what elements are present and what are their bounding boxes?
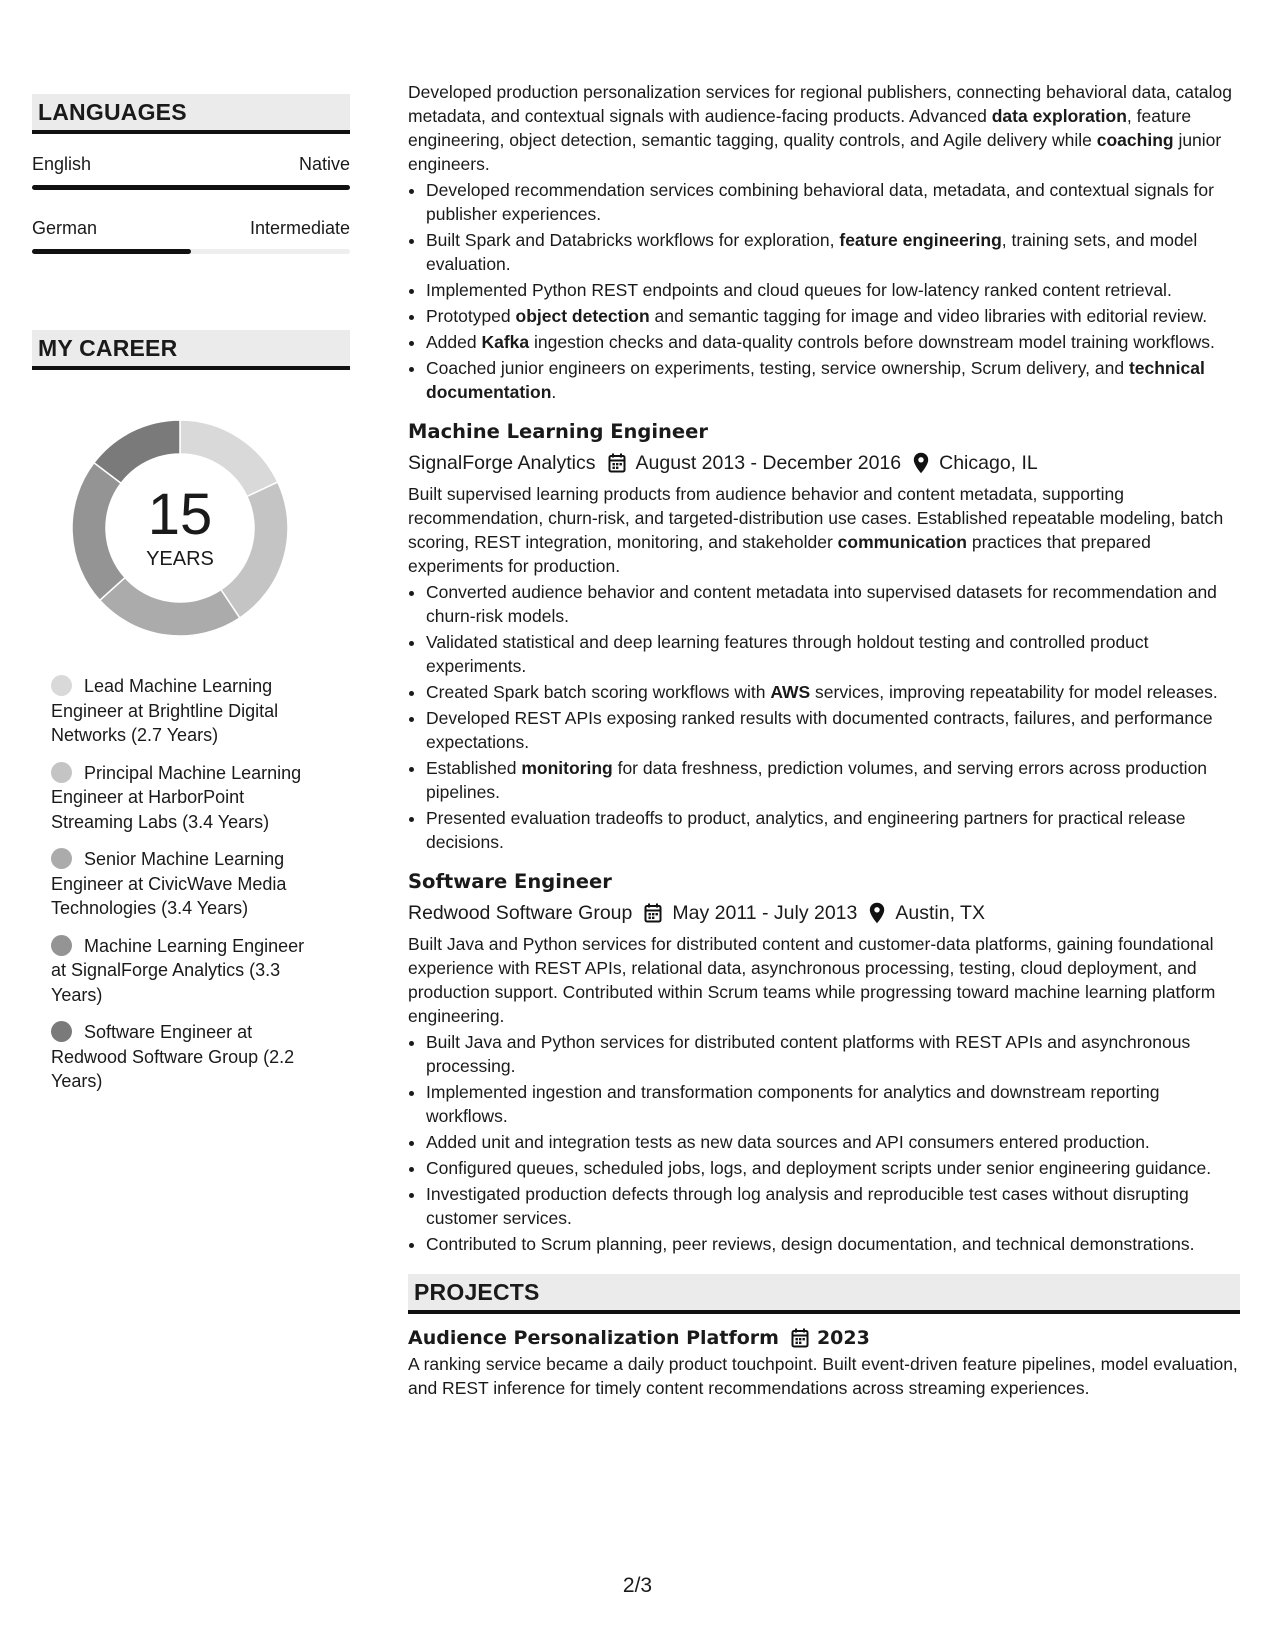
project-year: 2023 [816, 1327, 870, 1349]
bullet-item [426, 1130, 1240, 1154]
text-run: Built Java and Python services for distributed content platforms with REST APIs and asynchronous processing. [426, 1032, 1191, 1076]
text-run: Presented evaluation tradeoffs to product, analytics, and engineering partners for practical release decisions. [426, 808, 1186, 852]
text-run: Developed recommendation services combining behavioral data, metadata, and contextual signals for publisher experiences. [426, 180, 1214, 224]
bullet-item [426, 356, 1240, 404]
location-pin-icon [869, 902, 885, 924]
bullet-item [426, 680, 1240, 704]
bullet-item [426, 1156, 1240, 1180]
job-title: Software Engineer [408, 870, 612, 893]
projects-heading: PROJECTS [408, 1274, 1240, 1314]
language-proficiency-bar [32, 185, 350, 190]
text-run: and semantic tagging for image and video libraries with editorial review. [649, 306, 1208, 326]
emphasis-text: AWS [770, 682, 811, 702]
text-run: Developed production personalization services for regional publishers, connecting behavioral data, catalog metadata, and contextual signals with audience-facing products. Advanced [408, 82, 1232, 126]
bullet-item [426, 228, 1240, 276]
text-run: , feature engineering, object detection, semantic tagging, quality controls, and Agile delivery while [408, 106, 1192, 150]
career-donut-chart [66, 414, 294, 642]
text-run: Converted audience behavior and content metadata into supervised datasets for recommendation and churn-risk models. [426, 582, 1217, 626]
legend-dot-icon [51, 935, 72, 956]
languages-heading: LANGUAGES [32, 94, 350, 134]
text-run: Contributed to Scrum planning, peer reviews, design documentation, and technical demonstrations. [426, 1234, 1195, 1254]
main-content [408, 80, 1240, 1402]
language-entry [32, 154, 350, 190]
donut-center [66, 414, 294, 642]
text-run: Developed REST APIs exposing ranked results with documented contracts, failures, and performance expectations. [426, 708, 1213, 752]
emphasis-text: communication [837, 532, 967, 552]
project-title-row [408, 1324, 1240, 1352]
bullet-item [426, 756, 1240, 804]
job-meta [408, 448, 1240, 478]
company-name: SignalForge Analytics [408, 452, 596, 474]
bullet-item [426, 1080, 1240, 1128]
text-run: ingestion checks and data-quality controls before downstream model training workflows. [529, 332, 1215, 352]
emphasis-text: feature engineering [839, 230, 1002, 250]
job-summary [408, 80, 1240, 176]
job-summary [408, 932, 1240, 1028]
legend-dot-icon [51, 1021, 72, 1042]
text-run: Added [426, 332, 482, 352]
career-legend-item [51, 674, 321, 748]
project-description: A ranking service became a daily product touchpoint. Built event-driven feature pipelines, model evaluation, and REST inference for timely content recommendations across streaming experiences. [408, 1354, 1238, 1398]
bullet-item [426, 1030, 1240, 1078]
job-entry [408, 418, 1240, 854]
job-bullets [408, 1030, 1240, 1256]
language-proficiency-bar [32, 249, 350, 254]
job-title: Machine Learning Engineer [408, 420, 709, 443]
career-heading: MY CAREER [32, 330, 350, 370]
text-run: Implemented ingestion and transformation components for analytics and downstream reporting workflows. [426, 1082, 1160, 1126]
bullet-item [426, 278, 1240, 302]
career-legend-label: Lead Machine Learning Engineer at Brightline Digital Networks (2.7 Years) [51, 676, 279, 745]
bullet-item [426, 178, 1240, 226]
job-location: Austin, TX [895, 902, 985, 924]
text-run: . [551, 382, 557, 402]
language-level: Intermediate [249, 218, 350, 238]
bullet-item [426, 1232, 1240, 1256]
text-run: services, improving repeatability for model releases. [810, 682, 1218, 702]
career-legend-label: Senior Machine Learning Engineer at CivicWave Media Technologies (3.4 Years) [51, 849, 287, 918]
language-name: German [32, 218, 98, 238]
language-entry [32, 218, 350, 254]
text-run: Coached junior engineers on experiments, testing, service ownership, Scrum delivery, and [426, 358, 1129, 378]
legend-dot-icon [51, 848, 72, 869]
job-dates: May 2011 - July 2013 [672, 902, 858, 924]
career-legend-item [51, 761, 321, 835]
career-legend-item [51, 1020, 321, 1094]
total-years-value: 15 [147, 482, 213, 547]
project-entry [408, 1324, 1240, 1400]
legend-dot-icon [51, 675, 72, 696]
text-run: Created Spark batch scoring workflows with [426, 682, 771, 702]
text-run: Implemented Python REST endpoints and cloud queues for low-latency ranked content retrieval. [426, 280, 1172, 300]
language-name: English [32, 154, 92, 174]
emphasis-text: coaching [1096, 130, 1174, 150]
sidebar [32, 94, 350, 1107]
bullet-item [426, 806, 1240, 854]
bullet-item [426, 630, 1240, 678]
calendar-icon [644, 903, 662, 923]
calendar-icon [608, 453, 626, 473]
emphasis-text: data exploration [991, 106, 1127, 126]
job-location: Chicago, IL [939, 452, 1038, 474]
text-run: Established [426, 758, 522, 778]
text-run: Prototyped [426, 306, 516, 326]
job-entry [408, 868, 1240, 1256]
text-run: Built Spark and Databricks workflows for exploration, [426, 230, 840, 250]
text-run: Built supervised learning products from audience behavior and content metadata, supporting recommendation, churn-risk, and targeted-distribution use cases. Established repeatable modeling, batch scoring, REST integration, monitoring, and stakeholder [408, 484, 1224, 552]
bullet-item [426, 580, 1240, 628]
text-run: junior engineers. [408, 130, 1222, 174]
emphasis-text: monitoring [521, 758, 613, 778]
bullet-item [426, 706, 1240, 754]
total-years-unit: YEARS [146, 548, 214, 570]
text-run: practices that prepared experiments for production. [408, 532, 1151, 576]
emphasis-text: technical documentation [426, 358, 1205, 402]
job-bullets [408, 580, 1240, 854]
bullet-item [426, 1182, 1240, 1230]
language-level: Native [298, 154, 350, 174]
bullet-item [426, 304, 1240, 328]
career-legend-label: Software Engineer at Redwood Software Group (2.2 Years) [51, 1022, 295, 1091]
career-legend-item [51, 847, 321, 921]
career-legend-label: Principal Machine Learning Engineer at HarborPoint Streaming Labs (3.4 Years) [51, 762, 302, 832]
text-run: Built Java and Python services for distributed content and customer-data platforms, gaining foundational experience with REST APIs, relational data, asynchronous processing, testing, cloud deployment, and production support. Contributed within Scrum teams while progressing toward machine learning platform engineering. [408, 934, 1216, 1026]
career-legend-item [51, 934, 321, 1008]
job-bullets [408, 178, 1240, 404]
job-meta [408, 898, 1240, 928]
career-legend [32, 674, 321, 1094]
bullet-item [426, 330, 1240, 354]
text-run: , training sets, and model evaluation. [426, 230, 1198, 274]
text-run: for data freshness, prediction volumes, and serving errors across production pipelines. [426, 758, 1208, 802]
calendar-icon [791, 1328, 809, 1348]
text-run: Investigated production defects through log analysis and reproducible test cases without disrupting customer services. [426, 1184, 1189, 1228]
text-run: Configured queues, scheduled jobs, logs, and deployment scripts under senior engineering guidance. [426, 1158, 1212, 1178]
job-summary [408, 482, 1240, 578]
career-legend-label: Machine Learning Engineer at SignalForge Analytics (3.3 Years) [51, 935, 305, 1005]
emphasis-text: Kafka [481, 332, 530, 352]
project-title: Audience Personalization Platform [408, 1327, 779, 1349]
company-name: Redwood Software Group [408, 902, 633, 924]
job-dates: August 2013 - December 2016 [635, 452, 902, 474]
location-pin-icon [913, 452, 929, 474]
text-run: Validated statistical and deep learning features through holdout testing and controlled product experiments. [426, 632, 1149, 676]
legend-dot-icon [51, 762, 72, 783]
language-proficiency-fill [32, 185, 350, 190]
language-proficiency-fill [32, 249, 191, 254]
page-number: 2/3 [622, 1574, 653, 1597]
emphasis-text: object detection [515, 306, 650, 326]
text-run: Added unit and integration tests as new data sources and API consumers entered production. [426, 1132, 1150, 1152]
